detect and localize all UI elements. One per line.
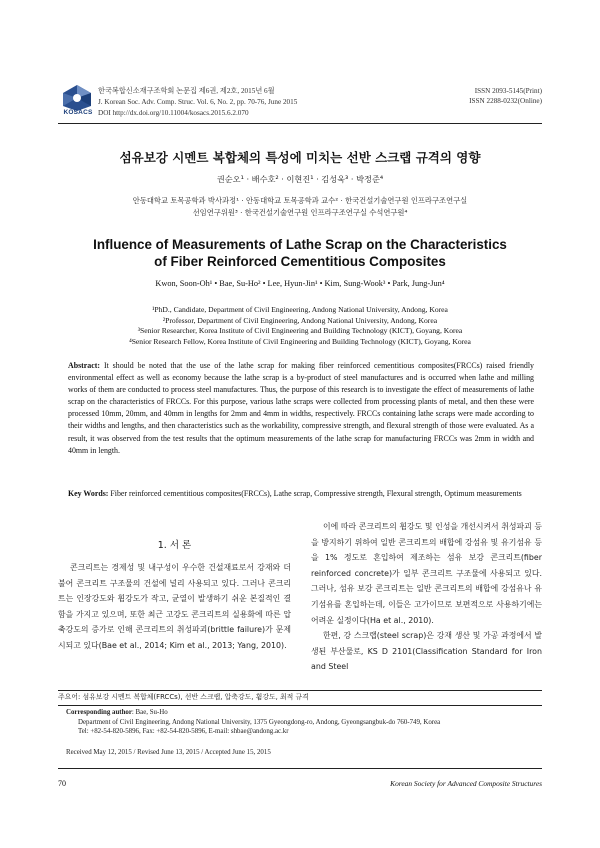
paragraph: 한편, 강 스크랩(steel scrap)은 강재 생산 및 가공 과정에서 발생된 부산물로, KS D 2101(Classification Standard for Iron and Steel — [311, 631, 542, 672]
received-dates: Received May 12, 2015 / Revised June 13, 2015 / Accepted June 15, 2015 — [66, 749, 271, 756]
footer-rule — [58, 768, 542, 769]
journal-en: J. Korean Soc. Adv. Comp. Struc. Vol. 6, No. 2, pp. 70-76, June 2015 — [98, 98, 298, 106]
page-number: 70 — [58, 779, 66, 788]
affiliation-kr-line: 선임연구위원³ · 한국건설기술연구원 인프라구조연구실 수석연구원⁴ — [192, 208, 408, 217]
left-column — [58, 560, 291, 654]
authors-kr: 권순오¹ · 배수호² · 이현진¹ · 김성욱³ · 박정준⁴ — [216, 174, 384, 184]
title-kr: 섬유보강 시멘트 복합체의 특성에 미치는 선반 스크랩 규격의 영향 — [119, 150, 481, 165]
keywords-label: Key Words: — [68, 489, 109, 498]
issn-online: ISSN 2288-0232(Online) — [469, 97, 542, 105]
abstract-label: Abstract: — [68, 361, 100, 370]
affiliation-en-line: ⁴Senior Research Fellow, Korea Institute of Civil Engineering and Building Technology (KICT), Goyang, Korea — [129, 336, 471, 346]
affiliations-kr — [58, 195, 542, 219]
keywords-rule — [58, 690, 542, 691]
corresponding-address: Department of Civil Engineering, Andong National University, 1375 Gyeongdong-ro, Andong, Gyeongsangbuk-do 760-749, Korea — [78, 718, 441, 726]
affiliation-kr-line: 안동대학교 토목공학과 박사과정¹ · 안동대학교 토목공학과 교수² · 한국건설기술연구원 인프라구조연구실 — [132, 196, 468, 205]
kosacs-logo-icon — [60, 84, 94, 112]
issn-print: ISSN 2093-5145(Print) — [474, 87, 542, 95]
keywords-kr: 주요어: 섬유보강 시멘트 복합체(FRCCs), 선반 스크랩, 압축강도, 휨강도, 최적 규격 — [58, 693, 309, 701]
header-rule — [58, 123, 542, 124]
title-en-line: of Fiber Reinforced Cementitious Composites — [154, 254, 446, 269]
authors-en: Kwon, Soon-Oh¹ • Bae, Su-Ho² • Lee, Hyun-Jin¹ • Kim, Sung-Wook³ • Park, Jung-Jun⁴ — [155, 279, 445, 288]
abstract — [68, 360, 534, 457]
keywords-rule-bottom — [58, 705, 542, 706]
corresponding-author — [66, 708, 542, 737]
keywords-text: Fiber reinforced cementitious composites(FRCCs), Lathe scrap, Compressive strength, Flexural strength, Optimum measurements — [110, 489, 522, 498]
keywords — [68, 488, 534, 500]
section-heading: 1. 서 론 — [157, 540, 192, 551]
right-column — [311, 519, 542, 675]
corresponding-contact: Tel: +82-54-820-5896, Fax: +82-54-820-5896, E-mail: shbae@andong.ac.kr — [78, 728, 289, 736]
affiliation-en-line: ³Senior Researcher, Korea Institute of Civil Engineering and Building Technology (KICT), Goyang, Korea — [137, 326, 463, 335]
affiliation-en-line: ¹PhD., Candidate, Department of Civil Engineering, Andong National University, Andong, Korea — [152, 305, 448, 314]
affiliations-en — [58, 305, 542, 347]
logo-text: KOSACS — [63, 109, 93, 116]
doi-link[interactable]: DOI http://dx.doi.org/10.11004/kosacs.2015.6.2.070 — [98, 109, 249, 117]
society-name: Korean Society for Advanced Composite Structures — [390, 779, 542, 788]
title-en — [58, 236, 542, 270]
title-en-line: Influence of Measurements of Lathe Scrap on the Characteristics — [93, 237, 507, 252]
journal-kr: 한국복합신소재구조학회 논문집 제6권, 제2호, 2015년 6월 — [98, 87, 275, 95]
abstract-text: It should be noted that the use of the lathe scrap for making fiber reinforced cementitious composites(FRCCs) raised friendly environmental effect as well as economy because the lathe scrap is a by-product of steel manufactures and is occurred when lathe and milling works of them are conducted to process steel manufactures. Thus, the purpose of this research is to investigate the effect of measurements of lathe scrap on the characteristics of FRCCs. For this purpose, various lathe scraps were collected from processing plants of metal, and then these were processed 10mm, 20mm, and 40mm in lengths for 2mm and 4mm in widths, respectively. FRCCs containing lathe scraps were made according to their widths and lengths, and then characteristics such as the workability, compressive strength, and flexural strength of those were evaluated. As a result, it was observed from the test results that the optimum measurements of the lathe scrap for manufacturing FRCCs was 2mm in width and 40mm in length. — [68, 361, 534, 455]
corresponding-name: : Bae, Su-Ho — [131, 709, 168, 716]
paragraph: 이에 따라 콘크리트의 휨강도 및 인성을 개선시켜서 취성파괴 등을 방지하기 위하여 일반 콘크리트의 배합에 강섬유 및 유기섬유 등을 1% 정도로 혼입하여 제조하는 섬유 보강 콘크리트(fiber reinforced concrete)가 일부 콘크리트 구조물에 사용되고 있다. 그러나, 섬유 보강 콘크리트는 일반 콘크리트의 배합에 강섬유나 유기섬유를 혼입하는데, 이들은 고가이므로 보편적으로 사용하기에는 어려운 실정이다(Ha et al., 2010). — [311, 522, 542, 625]
affiliation-en-line: ²Professor, Department of Civil Engineering, Andong National University, Andong, Korea — [162, 315, 438, 325]
paragraph: 콘크리트는 경제성 및 내구성이 우수한 건설재료로서 강재와 더불어 콘크리트 구조물의 건설에 널리 사용되고 있다. 그러나 콘크리트는 인장강도와 휨강도가 작고, 균열이 발생하기 쉬운 본질적인 결함을 가지고 있으며, 또한 최근 고강도 콘크리트의 실용화에 따른 압축강도의 증가로 인해 콘크리트의 취성파괴(brittle failure)가 문제시되고 있다(Bae et al., 2014; Kim et al., 2013; Yang, 2010). — [58, 563, 291, 650]
corresponding-label: Corresponding author — [66, 709, 132, 716]
